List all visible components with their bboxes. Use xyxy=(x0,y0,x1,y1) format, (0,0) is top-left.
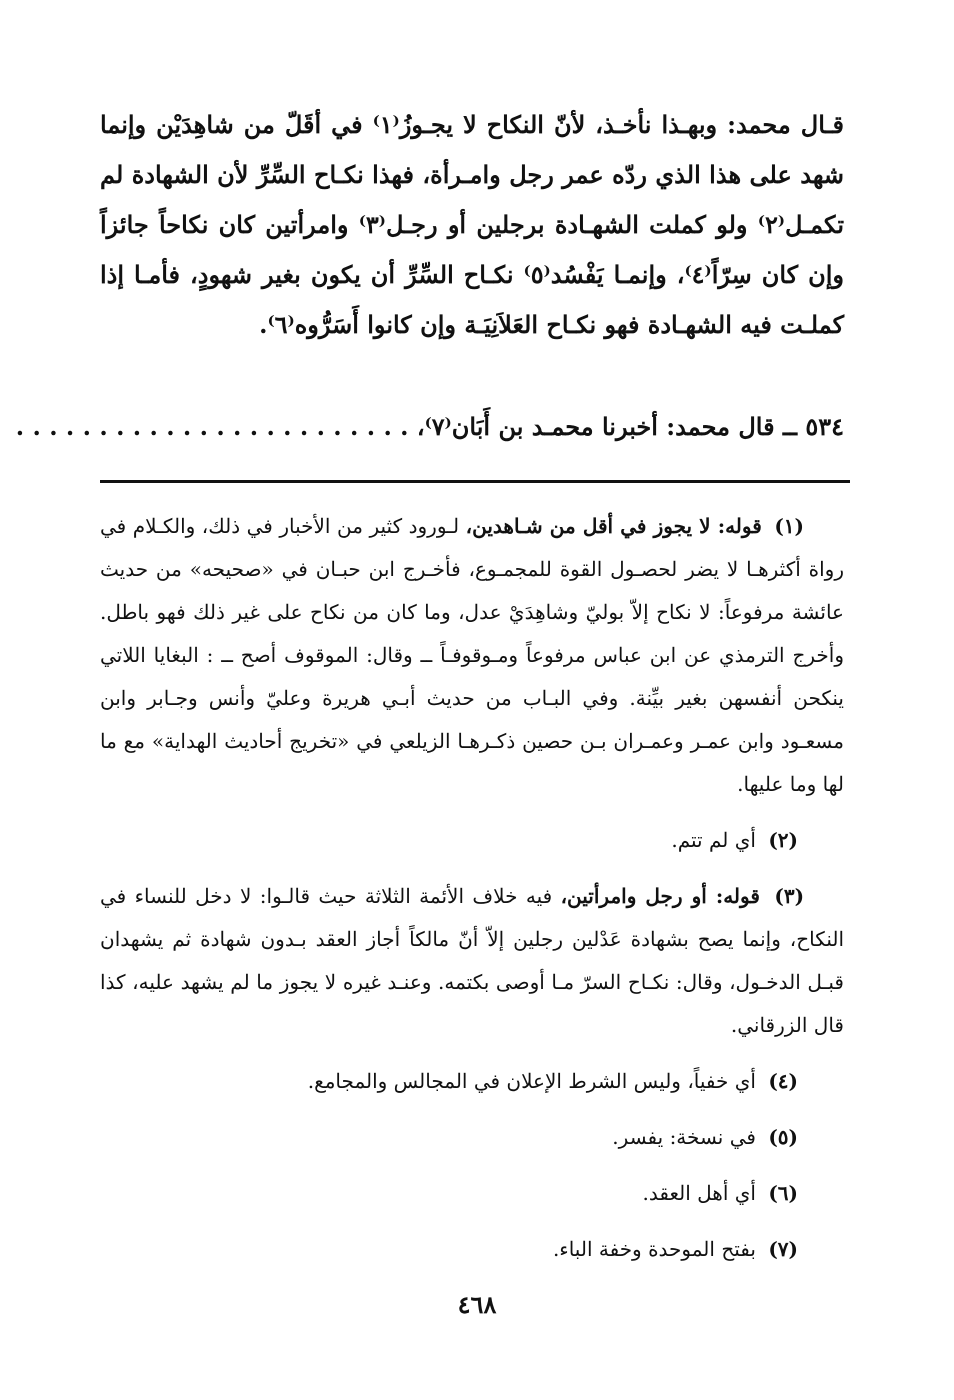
footnote-6 xyxy=(100,1172,844,1215)
footnote-text: أي لم تتم. xyxy=(671,828,756,852)
footnote-number: (٧) xyxy=(768,1237,798,1261)
footnote-text: في نسخة: يفسر. xyxy=(612,1125,756,1149)
main-paragraph: قـال محمد: وبهـذا نأخـذ، لأنّ النكاح لا يجـوزُ⁽١⁾ في أقَلّ من شاهِدَيْن وإنما شهد على هذا الذي ردّه عمر رجل وامـرأة، فهذا نكـاح السِّرِّ لأن الشهادة لم تكمـل⁽٢⁾ ولو كملت الشهـادة برجلين أو رجـل⁽٣⁾ وامرأتين كان نكاحاً جائزاً وإن كان سِرّاً⁽٤⁾، وإنمـا يَفْسُد⁽٥⁾ نكـاح السِّرِّ أن يكون بغير شهودٍ، فأمـا إذا كملـت فيه الشهـادة فهو نكـاح العَلاَنِيَـة وإن كانوا أَسَرُّوه⁽٦⁾. xyxy=(100,110,845,339)
footnote-text: أي خفياً، وليس الشرط الإعلان في المجالس والمجامع. xyxy=(307,1069,756,1093)
footnote-lead: قوله: أو رجل وامرأتين، xyxy=(560,884,760,908)
footnote-2 xyxy=(100,819,844,862)
footnote-lead: قوله: لا يجوز في أقل من شـاهدين، xyxy=(465,514,762,538)
footnote-7 xyxy=(100,1228,844,1271)
footnote-text: لـورود كثير من الأخبار في ذلك، والكـلام في رواة أكثرهـا لا يضر لحصـول القوة للمجمـوع، فأخـرج ابن حبـان في «صحيحه» من حديث عائشة مرفوعاً: لا نكاح إلاّ بوليّ وشاهِدَيْ عدل، وما كان من نكاح على غير ذلك فهو باطل. وأخرج الترمذي عن ابن عباس مرفوعاً ومـوقوفـاً ــ وقال: الموقوف أصح ــ : البغايا اللاتي ينكحن أنفسهن بغير بيِّنة. وفي البـاب من حديث أبـي هريرة وعليّ وأنس وجـابر وابن مسعـود وابن عمـر وعمـران بـن حصين ذكـرهـا الزيلعي في «تخريج أحاديث الهداية» مع ما لها وما عليها. xyxy=(100,514,844,796)
footnote-number: (٣) xyxy=(774,884,805,908)
footnote-text: فيه خلاف الأئمة الثلاثة حيث قالـوا: لا دخل للنساء في النكاح، وإنما يصح بشهادة عَدْلين رجلين إلاّ أنّ مالكاً أجاز العقد بـدون شهادة ثم يشهدان قبـل الدخـول، وقال: نكـاح السرّ مـا أوصى بكتمه. وعنـد غيره لا يجوز ما لم يشهد عليه، كذا قال الزرقاني. xyxy=(100,884,844,1037)
footnote-text: بفتح الموحدة وخفة الباء. xyxy=(552,1237,756,1261)
footnote-3 xyxy=(100,875,844,1047)
footnote-5 xyxy=(100,1116,844,1159)
footnote-1 xyxy=(100,505,844,806)
footnote-4 xyxy=(100,1060,844,1103)
footnote-number: (١) xyxy=(774,514,805,538)
footnote-number: (٦) xyxy=(768,1181,798,1205)
footnote-separator-rule xyxy=(100,480,850,483)
hadith-heading-line: ٥٣٤ ــ قال محمد: أخبرنا محمـد بن أَبَان⁽٧⁾، . . . . . . . . . . . . . . . . . . . . . . . . xyxy=(15,412,844,441)
footnotes-section xyxy=(100,505,844,1284)
footnote-text: أي أهل العقد. xyxy=(642,1181,756,1205)
footnote-number: (٤) xyxy=(768,1069,798,1093)
footnote-number: (٢) xyxy=(768,828,798,852)
page-number: ٤٦٨ xyxy=(457,1290,497,1319)
main-text-block xyxy=(100,100,844,350)
footnote-number: (٥) xyxy=(768,1125,798,1149)
